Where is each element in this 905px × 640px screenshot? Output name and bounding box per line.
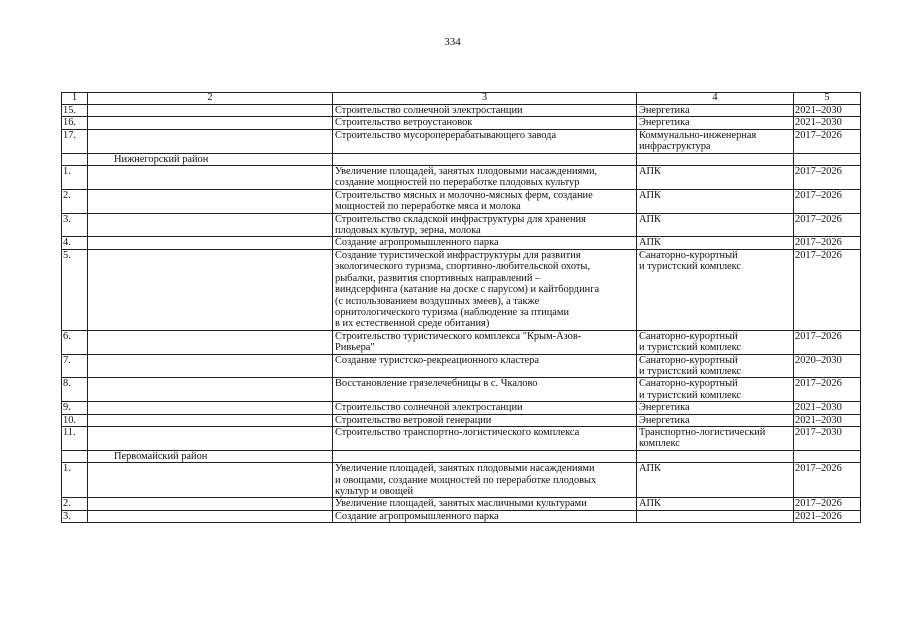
project-name-cell: Строительство солнечной электростанции bbox=[333, 105, 637, 117]
row-number-cell: 5. bbox=[62, 249, 88, 330]
project-name-cell: Создание агропромышленного парка bbox=[333, 510, 637, 522]
table-row bbox=[62, 105, 861, 117]
sector-cell: АПК bbox=[637, 166, 794, 190]
table-row bbox=[62, 354, 861, 378]
sector-cell: АПК bbox=[637, 498, 794, 510]
row-empty-cell bbox=[88, 463, 333, 498]
sector-cell: Санаторно-курортный и туристский комплекс bbox=[637, 249, 794, 330]
period-cell: 2020–2030 bbox=[794, 354, 861, 378]
sector-cell: Энергетика bbox=[637, 402, 794, 414]
sector-cell: АПК bbox=[637, 213, 794, 237]
project-name-cell: Увеличение площадей, занятых плодовыми насаждениями и овощами, создание мощностей по переработке плодовых культур и овощей bbox=[333, 463, 637, 498]
project-name-cell: Создание туристической инфраструктуры для развития экологического туризма, спортивно-любительской охоты, рыбалки, развития спортивных направлений – виндсерфинга (катание на доске с парусом) и кайтбординга (с использованием воздушных змеев), а также орнитологического туризма (наблюдение за птицами в их естественной среде обитания) bbox=[333, 249, 637, 330]
column-header-4: 4 bbox=[637, 93, 794, 105]
period-cell: 2021–2030 bbox=[794, 105, 861, 117]
project-name-cell: Строительство солнечной электростанции bbox=[333, 402, 637, 414]
row-number-cell: 17. bbox=[62, 129, 88, 153]
section-empty-cell bbox=[333, 153, 637, 165]
project-name-cell: Создание туристско-рекреационного кластера bbox=[333, 354, 637, 378]
section-empty-cell bbox=[794, 153, 861, 165]
table-row bbox=[62, 402, 861, 414]
section-empty-cell bbox=[637, 450, 794, 462]
project-name-cell: Увеличение площадей, занятых масличными культурами bbox=[333, 498, 637, 510]
project-name-cell: Строительство ветровой генерации bbox=[333, 414, 637, 426]
table-row bbox=[62, 414, 861, 426]
period-cell: 2021–2030 bbox=[794, 414, 861, 426]
row-number-cell: 11. bbox=[62, 426, 88, 450]
sector-cell: Коммунально-инженерная инфраструктура bbox=[637, 129, 794, 153]
row-number-cell: 15. bbox=[62, 105, 88, 117]
row-empty-cell bbox=[88, 189, 333, 213]
row-number-cell: 10. bbox=[62, 414, 88, 426]
column-header-1: 1 bbox=[62, 93, 88, 105]
row-number-cell: 7. bbox=[62, 354, 88, 378]
row-number-cell: 8. bbox=[62, 378, 88, 402]
period-cell: 2017–2026 bbox=[794, 249, 861, 330]
row-empty-cell bbox=[88, 249, 333, 330]
section-label: Первомайский район bbox=[88, 450, 333, 462]
column-header-2: 2 bbox=[88, 93, 333, 105]
period-cell: 2017–2026 bbox=[794, 189, 861, 213]
row-empty-cell bbox=[88, 213, 333, 237]
section-empty-cell bbox=[794, 450, 861, 462]
table-row bbox=[62, 129, 861, 153]
section-empty-cell bbox=[333, 450, 637, 462]
column-number-header-row bbox=[62, 93, 861, 105]
row-number-cell: 9. bbox=[62, 402, 88, 414]
row-number-cell: 4. bbox=[62, 237, 88, 249]
projects-table bbox=[61, 92, 861, 523]
project-name-cell: Строительство складской инфраструктуры для хранения плодовых культур, зерна, молока bbox=[333, 213, 637, 237]
row-empty-cell bbox=[88, 378, 333, 402]
period-cell: 2017–2030 bbox=[794, 426, 861, 450]
table-row bbox=[62, 166, 861, 190]
project-name-cell: Строительство мусороперерабатывающего завода bbox=[333, 129, 637, 153]
period-cell: 2017–2026 bbox=[794, 237, 861, 249]
project-name-cell: Строительство мясных и молочно-мясных ферм, создание мощностей по переработке мяса и молока bbox=[333, 189, 637, 213]
row-empty-cell bbox=[88, 414, 333, 426]
row-number-cell: 6. bbox=[62, 330, 88, 354]
sector-cell: АПК bbox=[637, 189, 794, 213]
row-number-cell: 2. bbox=[62, 498, 88, 510]
period-cell: 2017–2026 bbox=[794, 463, 861, 498]
row-empty-cell bbox=[88, 402, 333, 414]
sector-cell: Санаторно-курортный и туристский комплекс bbox=[637, 330, 794, 354]
project-name-cell: Строительство транспортно-логистического комплекса bbox=[333, 426, 637, 450]
period-cell: 2021–2030 bbox=[794, 402, 861, 414]
period-cell: 2017–2026 bbox=[794, 213, 861, 237]
row-number-cell: 1. bbox=[62, 166, 88, 190]
column-header-5: 5 bbox=[794, 93, 861, 105]
sector-cell: Энергетика bbox=[637, 105, 794, 117]
row-empty-cell bbox=[88, 237, 333, 249]
table-row bbox=[62, 237, 861, 249]
section-empty-cell bbox=[637, 153, 794, 165]
row-number-cell: 16. bbox=[62, 117, 88, 129]
row-empty-cell bbox=[88, 330, 333, 354]
period-cell: 2017–2026 bbox=[794, 129, 861, 153]
sector-cell: АПК bbox=[637, 237, 794, 249]
section-header-row bbox=[62, 153, 861, 165]
period-cell: 2017–2026 bbox=[794, 498, 861, 510]
section-number-cell bbox=[62, 153, 88, 165]
period-cell: 2021–2026 bbox=[794, 510, 861, 522]
row-empty-cell bbox=[88, 129, 333, 153]
page-number: 334 bbox=[444, 36, 461, 48]
project-name-cell: Строительство туристического комплекса "Крым-Азов- Ривьера" bbox=[333, 330, 637, 354]
column-header-3: 3 bbox=[333, 93, 637, 105]
row-empty-cell bbox=[88, 426, 333, 450]
row-number-cell: 2. bbox=[62, 189, 88, 213]
project-name-cell: Создание агропромышленного парка bbox=[333, 237, 637, 249]
sector-cell bbox=[637, 510, 794, 522]
row-empty-cell bbox=[88, 105, 333, 117]
table-row bbox=[62, 510, 861, 522]
section-number-cell bbox=[62, 450, 88, 462]
row-empty-cell bbox=[88, 166, 333, 190]
table-row bbox=[62, 426, 861, 450]
project-name-cell: Восстановление грязелечебницы в с. Чкалово bbox=[333, 378, 637, 402]
table-body bbox=[62, 93, 861, 523]
row-number-cell: 3. bbox=[62, 510, 88, 522]
section-header-row bbox=[62, 450, 861, 462]
table-row bbox=[62, 117, 861, 129]
period-cell: 2017–2026 bbox=[794, 330, 861, 354]
sector-cell: Энергетика bbox=[637, 414, 794, 426]
section-label: Нижнегорский район bbox=[88, 153, 333, 165]
sector-cell: Энергетика bbox=[637, 117, 794, 129]
sector-cell: Санаторно-курортный и туристский комплекс bbox=[637, 378, 794, 402]
row-number-cell: 3. bbox=[62, 213, 88, 237]
period-cell: 2017–2026 bbox=[794, 378, 861, 402]
period-cell: 2017–2026 bbox=[794, 166, 861, 190]
row-empty-cell bbox=[88, 498, 333, 510]
row-empty-cell bbox=[88, 510, 333, 522]
row-empty-cell bbox=[88, 354, 333, 378]
table-row bbox=[62, 463, 861, 498]
row-empty-cell bbox=[88, 117, 333, 129]
table-row bbox=[62, 330, 861, 354]
sector-cell: Санаторно-курортный и туристский комплекс bbox=[637, 354, 794, 378]
sector-cell: АПК bbox=[637, 463, 794, 498]
table-row bbox=[62, 189, 861, 213]
project-name-cell: Строительство ветроустановок bbox=[333, 117, 637, 129]
table-row bbox=[62, 378, 861, 402]
table-row bbox=[62, 498, 861, 510]
project-name-cell: Увеличение площадей, занятых плодовыми насаждениями, создание мощностей по переработке плодовых культур bbox=[333, 166, 637, 190]
table-row bbox=[62, 213, 861, 237]
period-cell: 2021–2030 bbox=[794, 117, 861, 129]
table-row bbox=[62, 249, 861, 330]
row-number-cell: 1. bbox=[62, 463, 88, 498]
sector-cell: Транспортно-логистический комплекс bbox=[637, 426, 794, 450]
